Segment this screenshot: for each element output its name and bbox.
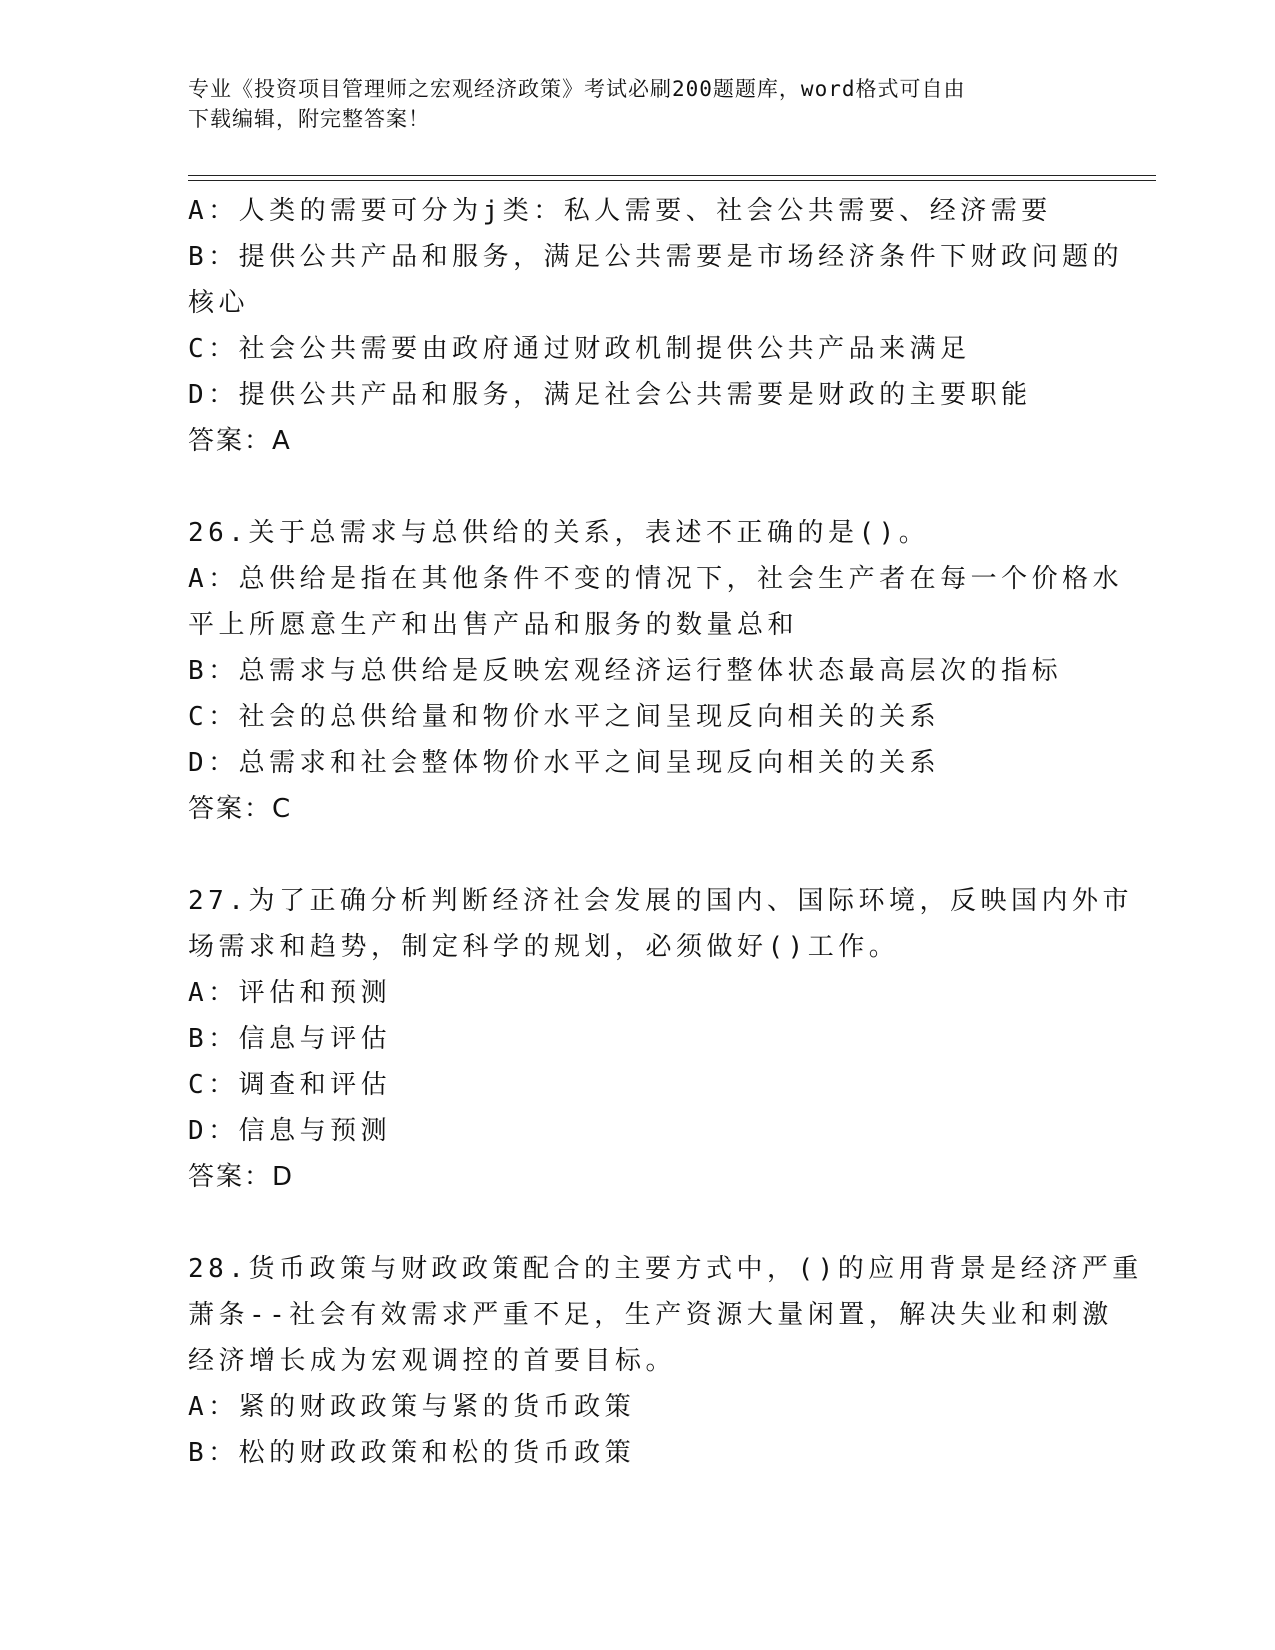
spacer	[188, 832, 1108, 878]
question-28	[188, 1246, 1143, 1476]
option-a: A：人类的需要可分为j类：私人需要、社会公共需要、经济需要	[188, 196, 1052, 226]
option-b: B：松的财政政策和松的货币政策	[188, 1438, 636, 1468]
option-b-continued: 核心	[188, 288, 250, 318]
option-a-continued: 平上所愿意生产和出售产品和服务的数量总和	[188, 610, 799, 640]
option-a: A：评估和预测	[188, 978, 392, 1008]
spacer	[188, 464, 1108, 510]
option-a: A：紧的财政政策与紧的货币政策	[188, 1392, 636, 1422]
question-stem-continued: 萧条--社会有效需求严重不足，生产资源大量闲置，解决失业和刺激	[188, 1300, 1113, 1330]
header-line-1: 专业《投资项目管理师之宏观经济政策》考试必刷200题题库，word格式可自由	[188, 77, 966, 101]
answer: 答案：A	[188, 426, 292, 456]
header-divider-bottom	[188, 180, 1156, 181]
option-c: C：社会的总供给量和物价水平之间呈现反向相关的关系	[188, 702, 941, 732]
question-stem-continued: 场需求和趋势，制定科学的规划，必须做好()工作。	[188, 932, 900, 962]
option-b: B：提供公共产品和服务，满足公共需要是市场经济条件下财政问题的	[188, 242, 1124, 272]
question-27	[188, 878, 1133, 1200]
question-stem: 28.货币政策与财政政策配合的主要方式中，()的应用背景是经济严重	[188, 1254, 1143, 1284]
option-b: B：总需求与总供给是反映宏观经济运行整体状态最高层次的指标	[188, 656, 1063, 686]
option-d: D：信息与预测	[188, 1116, 392, 1146]
question-26	[188, 510, 1124, 832]
option-c: C：社会公共需要由政府通过财政机制提供公共产品来满足	[188, 334, 971, 364]
question-list	[188, 188, 1143, 1476]
option-c: C：调查和评估	[188, 1070, 392, 1100]
question-stem: 26.关于总需求与总供给的关系，表述不正确的是()。	[188, 518, 930, 548]
header-divider-top	[188, 175, 1156, 176]
document-header	[188, 74, 1088, 134]
question-stem: 27.为了正确分析判断经济社会发展的国内、国际环境，反映国内外市	[188, 886, 1133, 916]
option-d: D：总需求和社会整体物价水平之间呈现反向相关的关系	[188, 748, 941, 778]
question-25	[188, 188, 1124, 464]
answer: 答案：C	[188, 794, 293, 824]
option-d: D：提供公共产品和服务，满足社会公共需要是财政的主要职能	[188, 380, 1032, 410]
header-line-2: 下载编辑，附完整答案！	[188, 107, 430, 131]
question-stem-continued: 经济增长成为宏观调控的首要目标。	[188, 1346, 677, 1376]
option-a: A：总供给是指在其他条件不变的情况下，社会生产者在每一个价格水	[188, 564, 1124, 594]
spacer	[188, 1200, 1108, 1246]
option-b: B：信息与评估	[188, 1024, 392, 1054]
answer: 答案：D	[188, 1162, 295, 1192]
